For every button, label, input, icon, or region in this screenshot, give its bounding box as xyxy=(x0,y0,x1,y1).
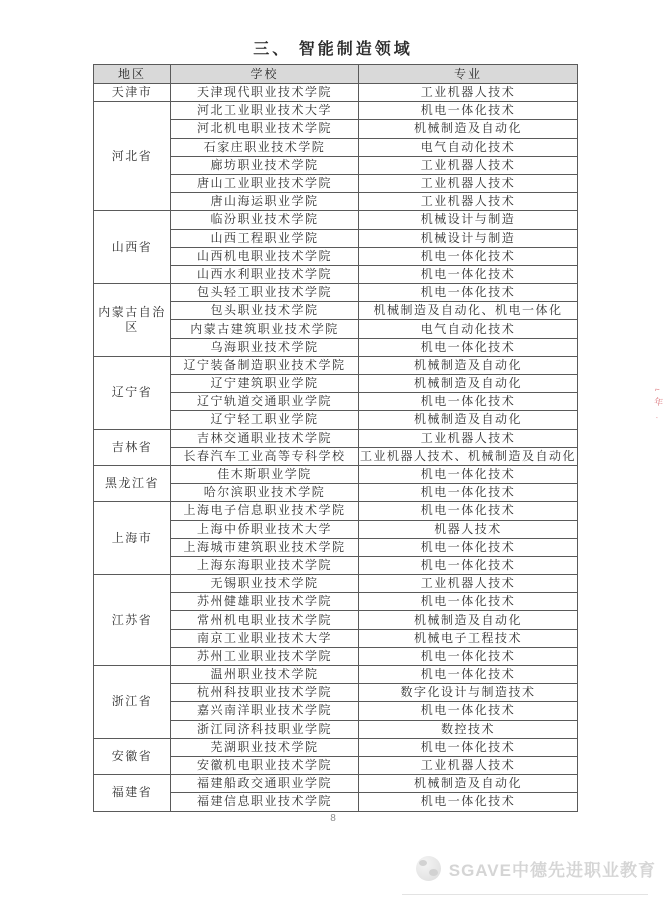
school-cell: 乌海职业技术学院 xyxy=(171,338,359,356)
sgave-logo-icon xyxy=(416,856,441,881)
page-title: 三、 智能制造领域 xyxy=(253,41,413,58)
red-pen-mark: . xyxy=(655,410,659,421)
column-header-region: 地区 xyxy=(94,65,171,84)
school-cell: 辽宁轨道交通职业学院 xyxy=(171,393,359,411)
major-cell: 机电一体化技术 xyxy=(359,265,578,283)
school-cell: 山西工程职业学院 xyxy=(171,229,359,247)
major-cell: 机械制造及自动化 xyxy=(359,611,578,629)
major-cell: 机电一体化技术 xyxy=(359,556,578,574)
major-cell: 机电一体化技术 xyxy=(359,666,578,684)
region-cell: 安徽省 xyxy=(94,738,171,774)
red-pen-mark: 年 xyxy=(653,396,664,408)
school-cell: 石家庄职业技术学院 xyxy=(171,138,359,156)
school-cell: 常州机电职业技术学院 xyxy=(171,611,359,629)
major-cell: 工业机器人技术 xyxy=(359,429,578,447)
red-pen-mark: ⌐ xyxy=(654,384,661,395)
school-cell: 山西水利职业技术学院 xyxy=(171,265,359,283)
major-cell: 机电一体化技术 xyxy=(359,465,578,483)
school-cell: 天津现代职业技术学院 xyxy=(171,84,359,102)
major-cell: 工业机器人技术、机械制造及自动化 xyxy=(359,447,578,465)
school-cell: 苏州工业职业技术学院 xyxy=(171,647,359,665)
school-cell: 安徽机电职业技术学院 xyxy=(171,756,359,774)
major-cell: 工业机器人技术 xyxy=(359,84,578,102)
major-cell: 电气自动化技术 xyxy=(359,320,578,338)
school-cell: 嘉兴南洋职业技术学院 xyxy=(171,702,359,720)
school-cell: 福建信息职业技术学院 xyxy=(171,793,359,811)
table-row xyxy=(94,666,578,684)
table-row xyxy=(94,211,578,229)
school-cell: 福建船政交通职业学院 xyxy=(171,775,359,793)
school-cell: 温州职业技术学院 xyxy=(171,666,359,684)
major-cell: 机电一体化技术 xyxy=(359,593,578,611)
major-cell: 机电一体化技术 xyxy=(359,338,578,356)
major-cell: 机电一体化技术 xyxy=(359,702,578,720)
school-cell: 临汾职业技术学院 xyxy=(171,211,359,229)
table-row xyxy=(94,775,578,793)
table-body xyxy=(94,84,578,812)
table-row xyxy=(94,429,578,447)
major-cell: 数控技术 xyxy=(359,720,578,738)
school-cell: 上海东海职业技术学院 xyxy=(171,556,359,574)
major-cell: 机械制造及自动化 xyxy=(359,411,578,429)
school-cell: 辽宁建筑职业学院 xyxy=(171,375,359,393)
region-cell: 江苏省 xyxy=(94,575,171,666)
major-cell: 电气自动化技术 xyxy=(359,138,578,156)
major-cell: 机电一体化技术 xyxy=(359,284,578,302)
major-cell: 工业机器人技术 xyxy=(359,193,578,211)
major-cell: 机械电子工程技术 xyxy=(359,629,578,647)
major-cell: 机械设计与制造 xyxy=(359,229,578,247)
region-cell: 河北省 xyxy=(94,102,171,211)
major-cell: 机电一体化技术 xyxy=(359,647,578,665)
table-row xyxy=(94,102,578,120)
school-cell: 唐山海运职业学院 xyxy=(171,193,359,211)
school-cell: 长春汽车工业高等专科学校 xyxy=(171,447,359,465)
major-cell: 工业机器人技术 xyxy=(359,756,578,774)
major-cell: 机电一体化技术 xyxy=(359,502,578,520)
page-number: 8 xyxy=(330,813,336,824)
major-cell: 工业机器人技术 xyxy=(359,575,578,593)
region-cell: 天津市 xyxy=(94,84,171,102)
region-cell: 上海市 xyxy=(94,502,171,575)
school-cell: 廊坊职业技术学院 xyxy=(171,156,359,174)
region-cell: 山西省 xyxy=(94,211,171,284)
major-cell: 机电一体化技术 xyxy=(359,484,578,502)
table-row xyxy=(94,465,578,483)
major-cell: 机械设计与制造 xyxy=(359,211,578,229)
table-row xyxy=(94,502,578,520)
region-cell: 内蒙古自治区 xyxy=(94,284,171,357)
major-cell: 工业机器人技术 xyxy=(359,156,578,174)
school-cell: 浙江同济科技职业学院 xyxy=(171,720,359,738)
school-cell: 南京工业职业技术大学 xyxy=(171,629,359,647)
major-cell: 机电一体化技术 xyxy=(359,393,578,411)
school-cell: 芜湖职业技术学院 xyxy=(171,738,359,756)
school-cell: 河北机电职业技术学院 xyxy=(171,120,359,138)
major-cell: 机电一体化技术 xyxy=(359,247,578,265)
major-cell: 机械制造及自动化 xyxy=(359,775,578,793)
school-cell: 内蒙古建筑职业技术学院 xyxy=(171,320,359,338)
region-cell: 黑龙江省 xyxy=(94,465,171,501)
school-cell: 辽宁装备制造职业技术学院 xyxy=(171,356,359,374)
school-cell: 杭州科技职业技术学院 xyxy=(171,684,359,702)
major-cell: 机器人技术 xyxy=(359,520,578,538)
school-cell: 包头职业技术学院 xyxy=(171,302,359,320)
footer-divider xyxy=(402,894,648,895)
major-cell: 机械制造及自动化 xyxy=(359,120,578,138)
school-cell: 河北工业职业技术大学 xyxy=(171,102,359,120)
table-row xyxy=(94,84,578,102)
school-cell: 上海城市建筑职业技术学院 xyxy=(171,538,359,556)
column-header-major: 专业 xyxy=(359,65,578,84)
school-cell: 佳木斯职业学院 xyxy=(171,465,359,483)
column-header-school: 学校 xyxy=(171,65,359,84)
school-cell: 山西机电职业技术学院 xyxy=(171,247,359,265)
major-cell: 机械制造及自动化 xyxy=(359,356,578,374)
programs-table xyxy=(93,64,578,812)
school-cell: 上海中侨职业技术大学 xyxy=(171,520,359,538)
major-cell: 机电一体化技术 xyxy=(359,102,578,120)
table-row xyxy=(94,284,578,302)
footer-brand-text: SGAVE中德先进职业教育 xyxy=(448,861,656,880)
major-cell: 机电一体化技术 xyxy=(359,738,578,756)
major-cell: 机械制造及自动化 xyxy=(359,375,578,393)
major-cell: 机电一体化技术 xyxy=(359,538,578,556)
region-cell: 吉林省 xyxy=(94,429,171,465)
footer-watermark xyxy=(416,856,656,881)
region-cell: 浙江省 xyxy=(94,666,171,739)
major-cell: 数字化设计与制造技术 xyxy=(359,684,578,702)
region-cell: 辽宁省 xyxy=(94,356,171,429)
school-cell: 上海电子信息职业技术学院 xyxy=(171,502,359,520)
region-cell: 福建省 xyxy=(94,775,171,811)
school-cell: 无锡职业技术学院 xyxy=(171,575,359,593)
table-container xyxy=(93,64,577,812)
school-cell: 包头轻工职业技术学院 xyxy=(171,284,359,302)
table-row xyxy=(94,356,578,374)
school-cell: 辽宁轻工职业学院 xyxy=(171,411,359,429)
major-cell: 机电一体化技术 xyxy=(359,793,578,811)
table-row xyxy=(94,738,578,756)
school-cell: 苏州健雄职业技术学院 xyxy=(171,593,359,611)
table-row xyxy=(94,575,578,593)
school-cell: 哈尔滨职业技术学院 xyxy=(171,484,359,502)
major-cell: 工业机器人技术 xyxy=(359,174,578,192)
school-cell: 唐山工业职业技术学院 xyxy=(171,174,359,192)
school-cell: 吉林交通职业技术学院 xyxy=(171,429,359,447)
major-cell: 机械制造及自动化、机电一体化 xyxy=(359,302,578,320)
table-header-row xyxy=(94,65,578,84)
